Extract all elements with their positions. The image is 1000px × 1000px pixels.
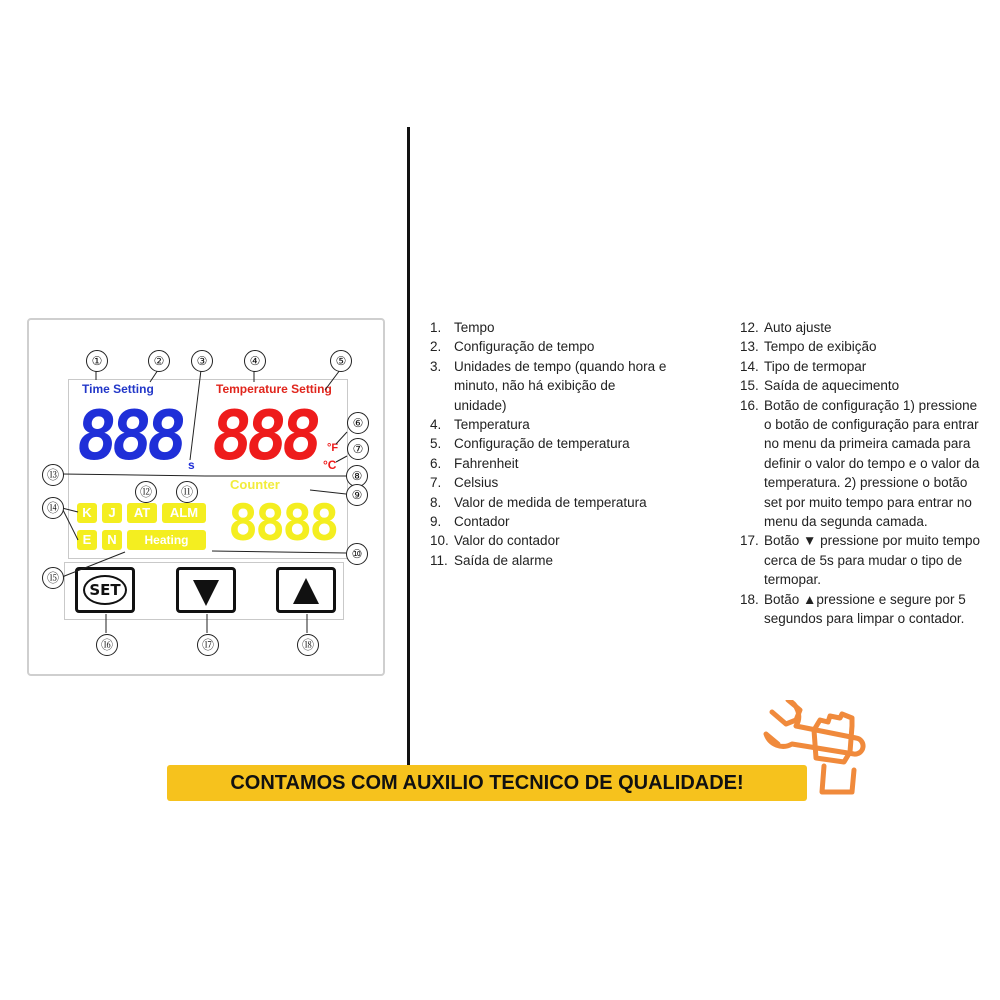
callout-14: ⑭ xyxy=(42,497,64,519)
legend-text-body: pressione por muito tempo cerca de 5s para mudar o tipo de termopar. xyxy=(764,533,980,588)
legend-item xyxy=(740,376,985,395)
legend-text: Valor do contador xyxy=(454,533,560,549)
legend-text: Celsius xyxy=(454,475,499,491)
legend-num: 10. xyxy=(430,533,449,549)
legend-num: 6. xyxy=(430,455,442,471)
callout-12: ⑫ xyxy=(135,481,157,503)
legend-text: Saída de aquecimento xyxy=(764,378,900,394)
indicator-j: J xyxy=(102,503,122,523)
legend-num: 7. xyxy=(430,475,442,491)
indicator-alm: ALM xyxy=(162,503,206,523)
legend-text-body: pressione e segure por 5 segundos para limpar o contador. xyxy=(764,591,966,627)
legend-num: 12. xyxy=(740,320,759,335)
callout-5: ⑤ xyxy=(330,350,352,372)
indicator-at: AT xyxy=(127,503,157,523)
legend-item xyxy=(430,551,690,570)
callout-9: ⑨ xyxy=(346,484,368,506)
legend-text: Unidades de tempo (quando hora e minuto, não há exibição de unidade) xyxy=(454,358,667,413)
legend-text xyxy=(764,590,985,629)
legend-text: Tipo de termopar xyxy=(764,358,867,374)
legend-text: Tempo xyxy=(454,320,495,335)
legend-num: 18. xyxy=(740,591,759,607)
callout-2: ② xyxy=(148,350,170,372)
legend-item xyxy=(740,396,985,532)
callout-15: ⑮ xyxy=(42,567,64,589)
callout-3: ③ xyxy=(191,350,213,372)
temperature-setting-label: Temperature Setting xyxy=(216,382,332,396)
callout-4: ④ xyxy=(244,350,266,372)
legend-num: 5. xyxy=(430,436,442,452)
callout-10: ⑩ xyxy=(346,543,368,565)
legend-item xyxy=(740,318,985,337)
time-setting-label: Time Setting xyxy=(82,382,154,396)
down-triangle-icon: ▼ xyxy=(803,533,817,549)
legend-num: 15. xyxy=(740,378,759,394)
vertical-divider xyxy=(407,127,410,765)
legend-num: 4. xyxy=(430,417,442,433)
legend-text: Configuração de temperatura xyxy=(454,436,630,452)
legend-num: 9. xyxy=(430,514,442,530)
legend-item xyxy=(430,337,690,356)
legend-item xyxy=(430,454,690,473)
quality-banner: CONTAMOS COM AUXILIO TECNICO DE QUALIDADE! xyxy=(167,765,807,801)
legend-text: Tempo de exibição xyxy=(764,339,877,355)
time-unit: s xyxy=(188,458,195,472)
indicator-heating: Heating xyxy=(127,530,206,550)
legend-text: Configuração de tempo xyxy=(454,339,595,355)
legend-item xyxy=(430,318,690,337)
counter-label: Counter xyxy=(230,477,280,492)
legend-text: Fahrenheit xyxy=(454,455,519,471)
callout-8: ⑧ xyxy=(346,465,368,487)
set-button-label: SET xyxy=(83,575,127,605)
legend-item xyxy=(430,434,690,453)
legend-num: 13. xyxy=(740,339,759,355)
callout-13: ⑬ xyxy=(42,464,64,486)
legend-list-right xyxy=(740,318,985,629)
fahrenheit-unit: °F xyxy=(327,442,339,454)
legend-text: Valor de medida de temperatura xyxy=(454,494,647,510)
callout-17: ⑰ xyxy=(197,634,219,656)
legend-item xyxy=(740,531,985,589)
legend-item xyxy=(430,512,690,531)
legend-item xyxy=(740,357,985,376)
legend-item xyxy=(430,531,690,550)
counter-display: 8888 xyxy=(228,494,337,552)
legend-item xyxy=(430,493,690,512)
legend-num: 1. xyxy=(430,320,442,335)
temperature-display: 888 xyxy=(206,397,321,476)
legend-item xyxy=(740,590,985,629)
callout-18: ⑱ xyxy=(297,634,319,656)
callout-6: ⑥ xyxy=(347,412,369,434)
indicator-n: N xyxy=(102,530,122,550)
legend-num: 2. xyxy=(430,339,442,355)
legend-num: 16. xyxy=(740,397,759,413)
indicator-k: K xyxy=(77,503,97,523)
legend-text: Temperatura xyxy=(454,417,530,433)
wrench-hand-icon xyxy=(762,700,892,800)
celsius-unit: °C xyxy=(323,458,337,472)
legend-text-prefix: Botão xyxy=(764,591,804,607)
callout-7: ⑦ xyxy=(347,438,369,460)
legend-item xyxy=(430,473,690,492)
legend-item xyxy=(430,357,690,415)
time-display: 888 xyxy=(71,397,186,476)
legend-text: Auto ajuste xyxy=(764,320,832,335)
legend-item xyxy=(740,337,985,356)
legend-num: 11. xyxy=(430,552,448,568)
callout-1: ① xyxy=(86,350,108,372)
legend-text: Saída de alarme xyxy=(454,552,554,568)
callout-11: ⑪ xyxy=(176,481,198,503)
legend-text: Botão de configuração 1) pressione o botão de configuração para entrar no menu da primeira camada para definir o valor do tempo e o valor da temperatura. 2) pressione o botão set por muito tempo para entrar no menu da segunda camada. xyxy=(764,397,980,530)
indicator-e: E xyxy=(77,530,97,550)
legend-num: 14. xyxy=(740,358,759,374)
legend-list-left xyxy=(430,318,690,570)
up-triangle-icon: ▲ xyxy=(803,591,817,607)
legend-text xyxy=(764,531,985,589)
legend-num: 17. xyxy=(740,533,759,549)
legend-num: 8. xyxy=(430,494,442,510)
callout-16: ⑯ xyxy=(96,634,118,656)
legend-num: 3. xyxy=(430,358,442,374)
legend-text: Contador xyxy=(454,514,510,530)
legend-text-prefix: Botão xyxy=(764,533,804,549)
legend-item xyxy=(430,415,690,434)
